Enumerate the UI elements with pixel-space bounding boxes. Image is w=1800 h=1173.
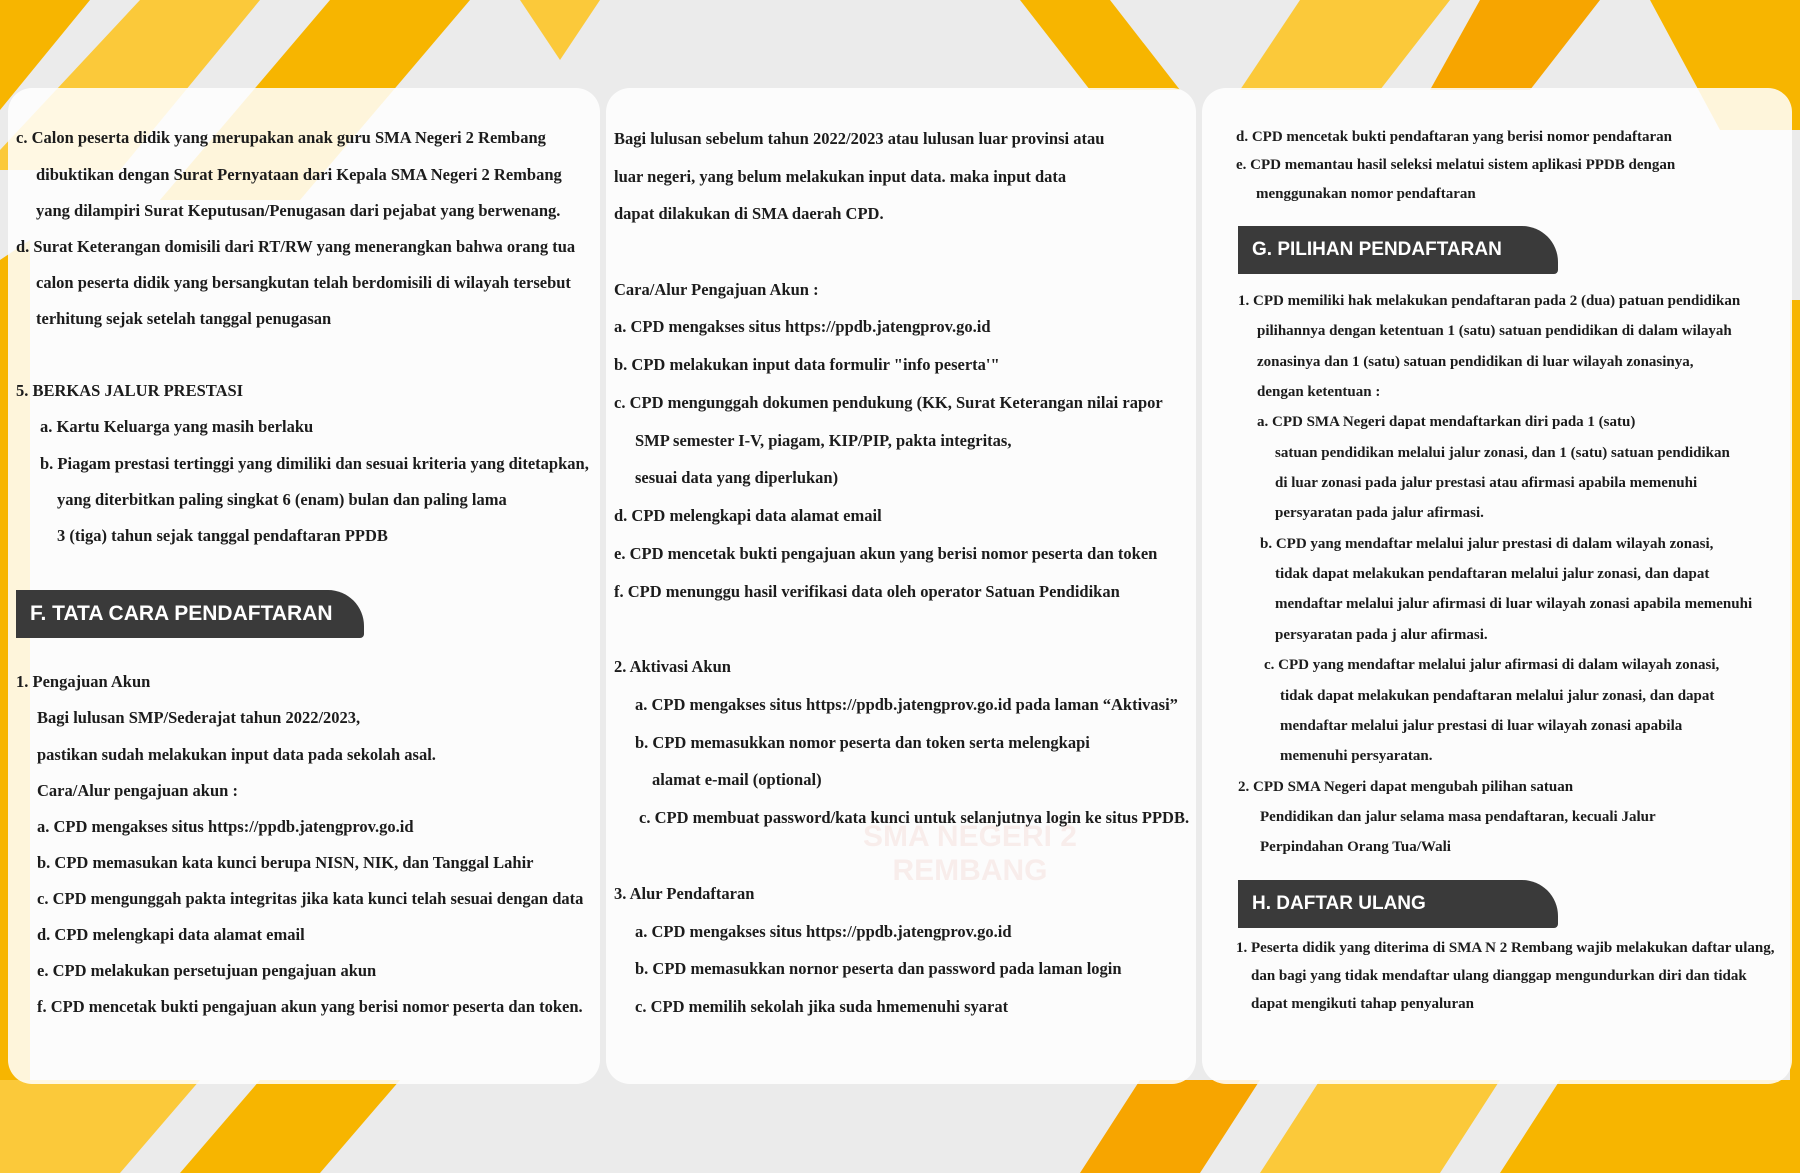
text-line: yang diterbitkan paling singkat 6 (enam) bulan dan paling lama bbox=[57, 490, 507, 509]
text-line: Bagi lulusan sebelum tahun 2022/2023 atau lulusan luar provinsi atau bbox=[614, 129, 1105, 148]
text-line: alamat e-mail (optional) bbox=[652, 770, 822, 789]
text-line: f. CPD mencetak bukti pengajuan akun yang berisi nomor peserta dan token. bbox=[37, 997, 583, 1016]
text-line: b. CPD yang mendaftar melalui jalur prestasi di dalam wilayah zonasi, bbox=[1260, 536, 1714, 552]
text-line: c. CPD mengunggah pakta integritas jika kata kunci telah sesuai dengan data bbox=[37, 889, 584, 908]
text-line: b. Piagam prestasi tertinggi yang dimiliki dan sesuai kriteria yang ditetapkan, bbox=[40, 454, 589, 473]
watermark-line-1: SMA NEGERI 2 bbox=[863, 820, 1077, 853]
text-line: 2. CPD SMA Negeri dapat mengubah pilihan satuan bbox=[1238, 779, 1574, 795]
text-line: a. Kartu Keluarga yang masih berlaku bbox=[40, 417, 314, 436]
text-line: dibuktikan dengan Surat Pernyataan dari Kepala SMA Negeri 2 Rembang bbox=[36, 165, 562, 184]
text-line: yang dilampiri Surat Keputusan/Penugasan dari pejabat yang berwenang. bbox=[36, 201, 561, 220]
text-line: a. CPD mengakses situs https://ppdb.jatengprov.go.id bbox=[37, 817, 414, 836]
text-line: pilihannya dengan ketentuan 1 (satu) satuan pendidikan di dalam wilayah bbox=[1257, 323, 1732, 339]
text-line: d. Surat Keterangan domisili dari RT/RW yang menerangkan bahwa orang tua bbox=[16, 237, 576, 256]
text-line: pastikan sudah melakukan input data pada sekolah asal. bbox=[37, 745, 436, 764]
text-line: e. CPD memantau hasil seleksi melatui sistem aplikasi PPDB dengan bbox=[1236, 157, 1676, 173]
text-line: luar negeri, yang belum melakukan input data. maka input data bbox=[614, 167, 1067, 186]
text-line: persyaratan pada j alur afirmasi. bbox=[1275, 627, 1488, 643]
text-line: a. CPD mengakses situs https://ppdb.jatengprov.go.id bbox=[614, 317, 991, 336]
text-line: sesuai data yang diperlukan) bbox=[635, 468, 839, 487]
text-line: 2. Aktivasi Akun bbox=[614, 657, 731, 676]
text-line: b. CPD memasukkan nomor peserta dan token serta melengkapi bbox=[635, 733, 1090, 752]
text-line: Cara/Alur Pengajuan Akun : bbox=[614, 280, 819, 299]
text-line: a. CPD SMA Negeri dapat mendaftarkan diri pada 1 (satu) bbox=[1257, 414, 1636, 430]
text-line: memenuhi persyaratan. bbox=[1280, 748, 1433, 764]
text-line: 1. Pengajuan Akun bbox=[16, 672, 151, 691]
text-line: d. CPD mencetak bukti pendaftaran yang berisi nomor pendaftaran bbox=[1236, 129, 1673, 145]
text-line: satuan pendidikan melalui jalur zonasi, dan 1 (satu) satuan pendidikan bbox=[1275, 445, 1730, 461]
text-line: Cara/Alur pengajuan akun : bbox=[37, 781, 238, 800]
text-line: dengan ketentuan : bbox=[1257, 384, 1381, 400]
text-line: dan bagi yang tidak mendaftar ulang dianggap mengundurkan diri dan tidak bbox=[1251, 968, 1747, 984]
text-line: d. CPD melengkapi data alamat email bbox=[614, 506, 882, 525]
watermark-line-2: REMBANG bbox=[892, 854, 1048, 887]
text-line: mendaftar melalui jalur afirmasi di luar wilayah zonasi apabila memenuhi bbox=[1275, 596, 1753, 612]
text-line: d. CPD melengkapi data alamat email bbox=[37, 925, 305, 944]
section-header-f: F. TATA CARA PENDAFTARAN bbox=[16, 590, 364, 638]
text-line: f. CPD menunggu hasil verifikasi data oleh operator Satuan Pendidikan bbox=[614, 582, 1120, 601]
text-line: b. CPD melakukan input data formulir "info peserta'" bbox=[614, 355, 1000, 374]
text-line: di luar zonasi pada jalur prestasi atau afirmasi apabila memenuhi bbox=[1275, 475, 1698, 491]
text-line: persyaratan pada jalur afirmasi. bbox=[1275, 505, 1484, 521]
text-line: a. CPD mengakses situs https://ppdb.jatengprov.go.id pada laman “Aktivasi” bbox=[635, 695, 1178, 714]
text-line: 3. Alur Pendaftaran bbox=[614, 884, 755, 903]
text-line: 1. Peserta didik yang diterima di SMA N 2 Rembang wajib melakukan daftar ulang, bbox=[1236, 940, 1775, 956]
text-line: c. CPD yang mendaftar melalui jalur afirmasi di dalam wilayah zonasi, bbox=[1264, 657, 1720, 673]
text-line: b. CPD memasukan kata kunci berupa NISN, NIK, dan Tanggal Lahir bbox=[37, 853, 534, 872]
text-line: 3 (tiga) tahun sejak tanggal pendaftaran PPDB bbox=[57, 526, 388, 545]
text-line: mendaftar melalui jalur prestasi di luar wilayah zonasi apabila bbox=[1280, 718, 1683, 734]
text-line: Bagi lulusan SMP/Sederajat tahun 2022/2023, bbox=[37, 708, 361, 727]
text-line: SMP semester I-V, piagam, KIP/PIP, pakta integritas, bbox=[635, 431, 1012, 450]
text-line: 1. CPD memiliki hak melakukan pendaftaran pada 2 (dua) patuan pendidikan bbox=[1238, 293, 1741, 309]
text-line: tidak dapat melakukan pendaftaran melalui jalur zonasi, dan dapat bbox=[1280, 688, 1715, 704]
text-line: 5. BERKAS JALUR PRESTASI bbox=[16, 381, 244, 400]
text-line: e. CPD mencetak bukti pengajuan akun yang berisi nomor peserta dan token bbox=[614, 544, 1158, 563]
text-line: a. CPD mengakses situs https://ppdb.jatengprov.go.id bbox=[635, 922, 1012, 941]
text-line: calon peserta didik yang bersangkutan telah berdomisili di wilayah tersebut bbox=[36, 273, 571, 292]
text-line: menggunakan nomor pendaftaran bbox=[1256, 186, 1476, 202]
text-line: c. Calon peserta didik yang merupakan anak guru SMA Negeri 2 Rembang bbox=[16, 128, 546, 147]
text-line: b. CPD memasukkan nornor peserta dan password pada laman login bbox=[635, 959, 1122, 978]
section-header-h: H. DAFTAR ULANG bbox=[1238, 880, 1558, 928]
text-line: Pendidikan dan jalur selama masa pendaftaran, kecuali Jalur bbox=[1260, 809, 1656, 825]
text-line: tidak dapat melakukan pendaftaran melalui jalur zonasi, dan dapat bbox=[1275, 566, 1710, 582]
section-header-g: G. PILIHAN PENDAFTARAN bbox=[1238, 226, 1558, 274]
text-line: terhitung sejak setelah tanggal penugasan bbox=[36, 309, 332, 328]
text-line: c. CPD mengunggah dokumen pendukung (KK, Surat Keterangan nilai rapor bbox=[614, 393, 1163, 412]
text-line: Perpindahan Orang Tua/Wali bbox=[1260, 839, 1451, 855]
text-line: c. CPD memilih sekolah jika suda hmemenuhi syarat bbox=[635, 997, 1009, 1016]
text-line: c. CPD membuat password/kata kunci untuk selanjutnya login ke situs PPDB. bbox=[639, 808, 1190, 827]
text-line: e. CPD melakukan persetujuan pengajuan akun bbox=[37, 961, 377, 980]
text-line: zonasinya dan 1 (satu) satuan pendidikan di luar wilayah zonasinya, bbox=[1257, 354, 1694, 370]
text-line: dapat mengikuti tahap penyaluran bbox=[1251, 996, 1474, 1012]
text-line: dapat dilakukan di SMA daerah CPD. bbox=[614, 204, 884, 223]
